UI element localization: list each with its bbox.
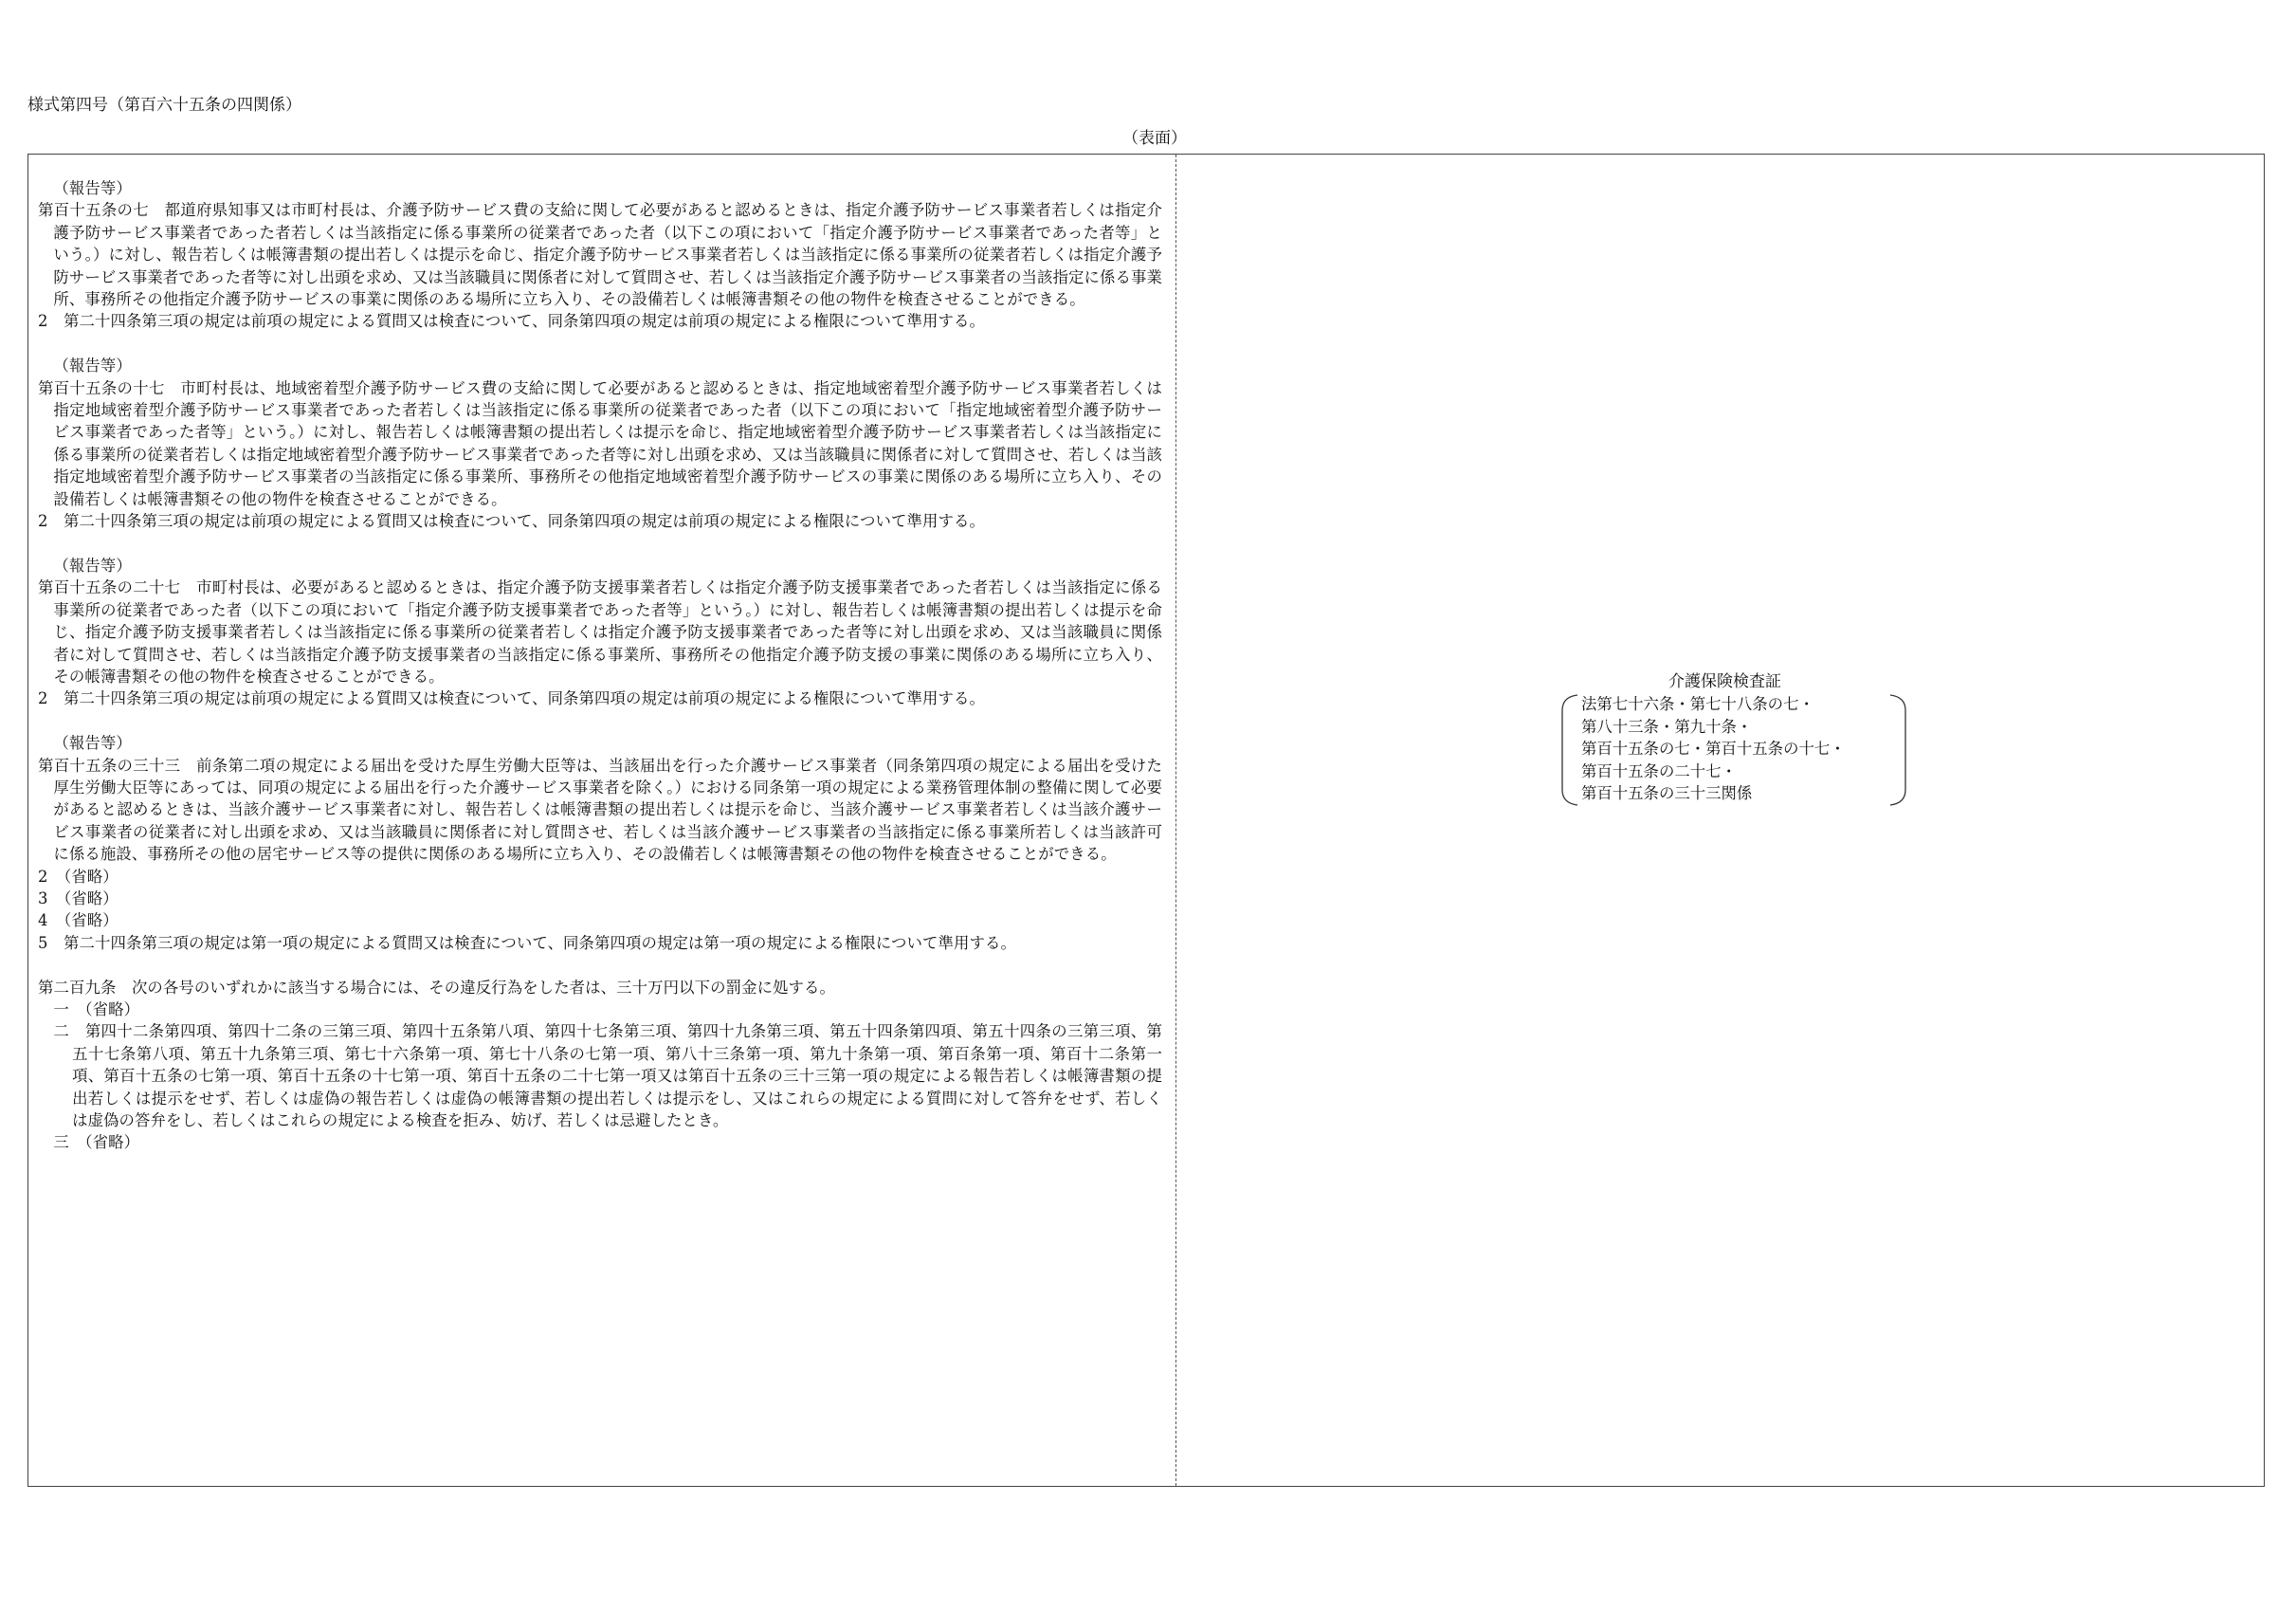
article-paragraph: 2 第二十四条第三項の規定は前項の規定による質問又は検査について、同条第四項の規定は前項の規定による権限について準用する。 xyxy=(38,512,985,531)
article-paragraph: 2 第二十四条第三項の規定は前項の規定による質問又は検査について、同条第四項の規定は前項の規定による権限について準用する。 xyxy=(38,689,985,708)
certificate-basis-line: 第百十五条の三十三関係 xyxy=(1581,784,1753,802)
article-115-33: 第百十五条の三十三 前条第二項の規定による届出を受けた厚生労働大臣等は、当該届出を行った介護サービス事業者（同条第四項の規定による届出を受けた厚生労働大臣等にあっては、同項の規定による届出を行った介護サービス事業者を除く。）における同条第一項の規定による業務管理体制の整備に関して必要があると認めるときは、当該介護サービス事業者に対し、報告若しくは帳簿書類の提出若しくは提示を命じ、当該介護サービス事業者若しくは当該介護サービス事業者の従業者に対し出頭を求め、又は当該職員に関係者に対し質問させ、若しくは当該介護サービス事業者の当該指定に係る事業所若しくは当該許可に係る施設、事務所その他の居宅サービス等の提供に関係のある場所に立ち入り、その設備若しくは帳簿書類その他の物件を検査させることができる。 xyxy=(38,756,1162,864)
article-paragraph: 3 （省略） xyxy=(38,888,118,907)
form-title: 様式第四号（第百六十五条の四関係） xyxy=(27,96,301,115)
side-label: （表面） xyxy=(1122,129,1187,148)
article-caption: （報告等） xyxy=(53,357,132,376)
article-paragraph: 5 第二十四条第三項の規定は第一項の規定による質問又は検査について、同条第四項の規定は第一項の規定による権限について準用する。 xyxy=(38,933,1016,952)
certificate-title: 介護保険検査証 xyxy=(1668,672,1781,691)
certificate-basis-line: 法第七十六条・第七十八条の七・ xyxy=(1581,695,1814,713)
form-frame xyxy=(27,154,2265,1487)
certificate-basis-lines xyxy=(1581,693,1846,805)
article-209: 第二百九条 次の各号のいずれかに該当する場合には、その違反行為をした者は、三十万円以下の罰金に処する。 xyxy=(38,978,836,997)
article-caption: （報告等） xyxy=(53,556,132,575)
certificate-basis-block xyxy=(1558,693,1909,807)
article-115-7: 第百十五条の七 都道府県知事又は市町村長は、介護予防サービス費の支給に関して必要があると認めるときは、指定介護予防サービス事業者若しくは指定介護予防サービス事業者であった者若しくは当該指定に係る事業所の従業者であった者（以下この項において「指定介護予防サービス事業者であった者等」という。）に対し、報告若しくは帳簿書類の提出若しくは提示を命じ、指定介護予防サービス事業者若しくは当該指定に係る事業所の従業者若しくは指定介護予防サービス事業者であった者等に対し出頭を求め、又は当該職員に関係者に対して質問させ、若しくは当該指定介護予防サービス事業者の当該指定に係る事業所、事務所その他指定介護予防サービスの事業に関係のある場所に立ち入り、その設備若しくは帳簿書類その他の物件を検査させることができる。 xyxy=(38,201,1162,309)
article-paragraph: 2 （省略） xyxy=(38,867,118,886)
right-bracket xyxy=(1890,695,1905,805)
penalty-item: 三 （省略） xyxy=(53,1133,140,1152)
penalty-item: 一 （省略） xyxy=(53,999,140,1018)
article-caption: （報告等） xyxy=(53,179,132,197)
certificate-basis-line: 第八十三条・第九十条・ xyxy=(1581,717,1753,736)
article-115-27: 第百十五条の二十七 市町村長は、必要があると認めるときは、指定介護予防支援事業者若しくは指定介護予防支援事業者であった者若しくは当該指定に係る事業所の従業者であった者（以下この項において「指定介護予防支援事業者であった者等」という。）に対し、報告若しくは帳簿書類の提出若しくは提示を命じ、指定介護予防支援事業者若しくは当該指定に係る事業所の従業者若しくは指定介護予防支援事業者であった者等に対し出頭を求め、又は当該職員に関係者に対して質問させ、若しくは当該指定介護予防支援事業者の当該指定に係る事業所、事務所その他指定介護予防支援の事業に関係のある場所に立ち入り、その帳簿書類その他の物件を検査させることができる。 xyxy=(38,578,1162,686)
left-bracket xyxy=(1562,695,1577,805)
certificate-basis-line: 第百十五条の七・第百十五条の十七・ xyxy=(1581,740,1846,758)
article-paragraph: 2 第二十四条第三項の規定は前項の規定による質問又は検査について、同条第四項の規定は前項の規定による権限について準用する。 xyxy=(38,312,985,331)
certificate-panel xyxy=(1175,155,2264,1486)
article-115-17: 第百十五条の十七 市町村長は、地域密着型介護予防サービス費の支給に関して必要があると認めるときは、指定地域密着型介護予防サービス事業者若しくは指定地域密着型介護予防サービス事業者であった者若しくは当該指定に係る事業所の従業者であった者（以下この項において「指定地域密着型介護予防サービス事業者であった者等」という。）に対し、報告若しくは帳簿書類の提出若しくは提示を命じ、指定地域密着型介護予防サービス事業者若しくは当該指定に係る事業所の従業者若しくは指定地域密着型介護予防サービス事業者であった者等に対し出頭を求め、又は当該職員に関係者に対して質問させ、若しくは当該指定地域密着型介護予防サービス事業者の当該指定に係る事業所、事務所その他指定地域密着型介護予防サービスの事業に関係のある場所に立ち入り、その設備若しくは帳簿書類その他の物件を検査させることができる。 xyxy=(38,378,1162,508)
article-caption: （報告等） xyxy=(53,734,132,753)
certificate-basis-line: 第百十五条の二十七・ xyxy=(1581,761,1737,780)
penalty-item: 二 第四十二条第四項、第四十二条の三第三項、第四十五条第八項、第四十七条第三項、第四十九条第三項、第五十四条第四項、第五十四条の三第三項、第五十七条第八項、第五十九条第三項、第七十六条第一項、第七十八条の七第一項、第八十三条第一項、第九十条第一項、第百条第一項、第百十二条第一項、第百十五条の七第一項、第百十五条の十七第一項、第百十五条の二十七第一項又は第百十五条の三十三第一項の規定による報告若しくは帳簿書類の提出若しくは提示をせず、若しくは虚偽の報告若しくは虚偽の帳簿書類の提出若しくは提示をし、又はこれらの規定による質問に対して答弁をせず、若しくは虚偽の答弁をし、若しくはこれらの規定による検査を拒み、妨げ、若しくは忌避したとき。 xyxy=(53,1022,1162,1129)
statute-text-panel xyxy=(38,177,1162,1154)
article-paragraph: 4 （省略） xyxy=(38,911,118,930)
